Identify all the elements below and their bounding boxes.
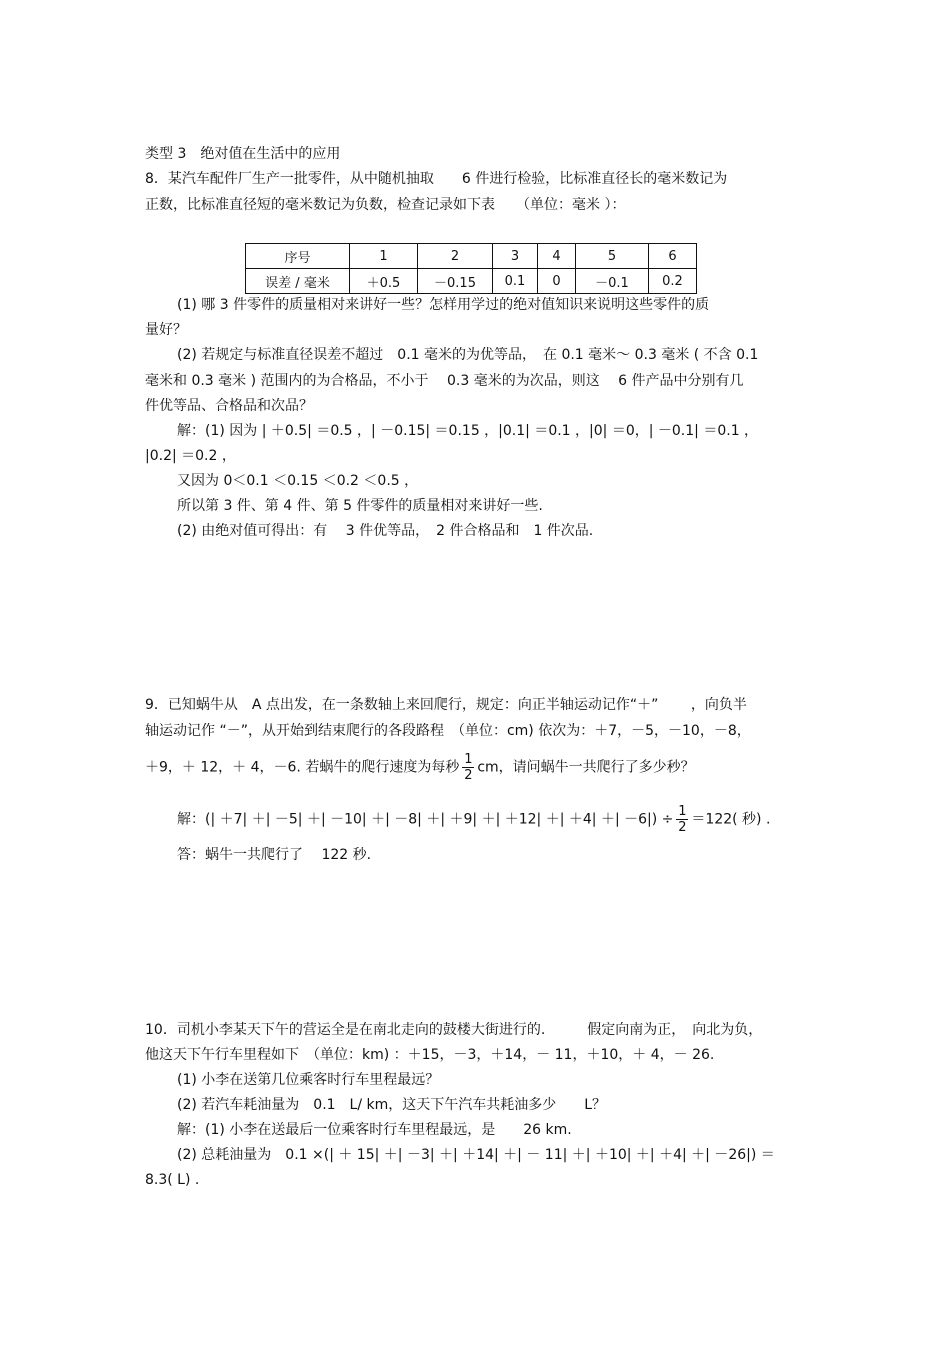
q9-solution-result: ＝122( 秒) . — [691, 811, 771, 828]
fraction-half — [676, 804, 688, 835]
q10-stem-line1: 10．司机小李某天下午的营运全是在南北走向的鼓楼大街进行的. 假定向南为正， 向北为负， — [145, 1022, 763, 1038]
table-cell: －0.1 — [576, 269, 649, 294]
q9-stem-line2: 轴运动记作 “－”，从开始到结束爬行的各段路程 （单位：cm) 依次为：＋7，－5，－10，－8， — [145, 723, 751, 739]
q9-stem-line1: 9．已知蜗牛从 A 点出发，在一条数轴上来回爬行，规定：向正半轴运动记作“＋” ，向负半 — [145, 697, 747, 713]
fraction-half — [462, 752, 474, 783]
q8-error-table — [245, 243, 697, 294]
table-row — [246, 269, 697, 294]
q10-part2: (2) 若汽车耗油量为 0.1 L/ km，这天下午汽车共耗油多少 L？ — [177, 1097, 607, 1113]
q8-solution-line1: 解：(1) 因为 | ＋0.5| ＝0.5 ，| －0.15| ＝0.15 ，|0.1| ＝0.1 ，|0| ＝0，| －0.1| ＝0.1 ， — [177, 423, 759, 439]
table-cell: 0.1 — [493, 269, 538, 294]
q9-stem-line3-text: ＋9，＋ 12，＋ 4，－6. 若蜗牛的爬行速度为每秒 — [145, 759, 460, 776]
q8-solution-line4: 所以第 3 件、第 4 件、第 5 件零件的质量相对来讲好一些. — [177, 498, 543, 514]
table-cell: 4 — [538, 244, 576, 269]
q10-solution-line2: (2) 总耗油量为 0.1 ×(| ＋ 15| ＋| －3| ＋| ＋14| ＋| － 11| ＋| ＋10| ＋| ＋4| ＋| －26|) ＝ — [177, 1147, 775, 1163]
table-cell: ＋0.5 — [350, 269, 418, 294]
q9-stem-line3 — [145, 752, 695, 783]
q8-part2-line1: (2) 若规定与标准直径误差不超过 0.1 毫米的为优等品， 在 0.1 毫米～ 0.3 毫米 ( 不含 0.1 — [177, 347, 759, 363]
table-cell: 6 — [649, 244, 697, 269]
table-cell: 0 — [538, 269, 576, 294]
q8-part2-line2: 毫米和 0.3 毫米 ) 范围内的为合格品，不小于 0.3 毫米的为次品，则这 6 件产品中分别有几 — [145, 373, 744, 389]
fraction-numerator: 1 — [678, 804, 687, 819]
q9-answer: 答：蜗牛一共爬行了 122 秒. — [177, 847, 372, 863]
q8-solution-line3: 又因为 0＜0.1 ＜0.15 ＜0.2 ＜0.5 ， — [177, 473, 419, 489]
section-title: 类型 3 绝对值在生活中的应用 — [145, 146, 341, 162]
table-cell: 序号 — [246, 244, 350, 269]
table-cell: 2 — [418, 244, 493, 269]
table-cell: 1 — [350, 244, 418, 269]
q8-part2-line3: 件优等品、合格品和次品？ — [145, 398, 313, 414]
q9-solution-expr: 解：(| ＋7| ＋| －5| ＋| －10| ＋| －8| ＋| ＋9| ＋| ＋12| ＋| ＋4| ＋| －6|) ÷ — [177, 811, 674, 828]
table-row — [246, 244, 697, 269]
q8-part1-line2: 量好？ — [145, 322, 187, 338]
q8-stem-line2: 正数，比标准直径短的毫米数记为负数，检查记录如下表 （单位：毫米 ）： — [145, 197, 626, 213]
q10-solution-line1: 解：(1) 小李在送最后一位乘客时行车里程最远，是 26 km. — [177, 1122, 572, 1138]
table-cell: 误差 / 毫米 — [246, 269, 350, 294]
table-cell: 3 — [493, 244, 538, 269]
q8-solution-line2: |0.2| ＝0.2 ， — [145, 448, 236, 464]
q10-part1: (1) 小李在送第几位乘客时行车里程最远？ — [177, 1072, 440, 1088]
fraction-numerator: 1 — [464, 752, 473, 767]
fraction-denominator: 2 — [678, 820, 687, 835]
q9-stem-line3-tail: cm，请问蜗牛一共爬行了多少秒？ — [477, 759, 695, 776]
table-cell: －0.15 — [418, 269, 493, 294]
q8-solution-line5: (2) 由绝对值可得出：有 3 件优等品， 2 件合格品和 1 件次品. — [177, 523, 594, 539]
fraction-denominator: 2 — [464, 768, 473, 783]
table-cell: 5 — [576, 244, 649, 269]
q10-stem-line2: 他这天下午行车里程如下 （单位：km) ：＋15，－3，＋14，－ 11，＋10，＋ 4，－ 26. — [145, 1047, 715, 1063]
q9-solution — [177, 804, 770, 835]
q8-stem-line1: 8．某汽车配件厂生产一批零件，从中随机抽取 6 件进行检验，比标准直径长的毫米数记为 — [145, 171, 728, 187]
table-cell: 0.2 — [649, 269, 697, 294]
q10-solution-line3: 8.3( L) . — [145, 1172, 200, 1188]
q8-part1-line1: (1) 哪 3 件零件的质量相对来讲好一些？怎样用学过的绝对值知识来说明这些零件的质 — [177, 297, 710, 313]
